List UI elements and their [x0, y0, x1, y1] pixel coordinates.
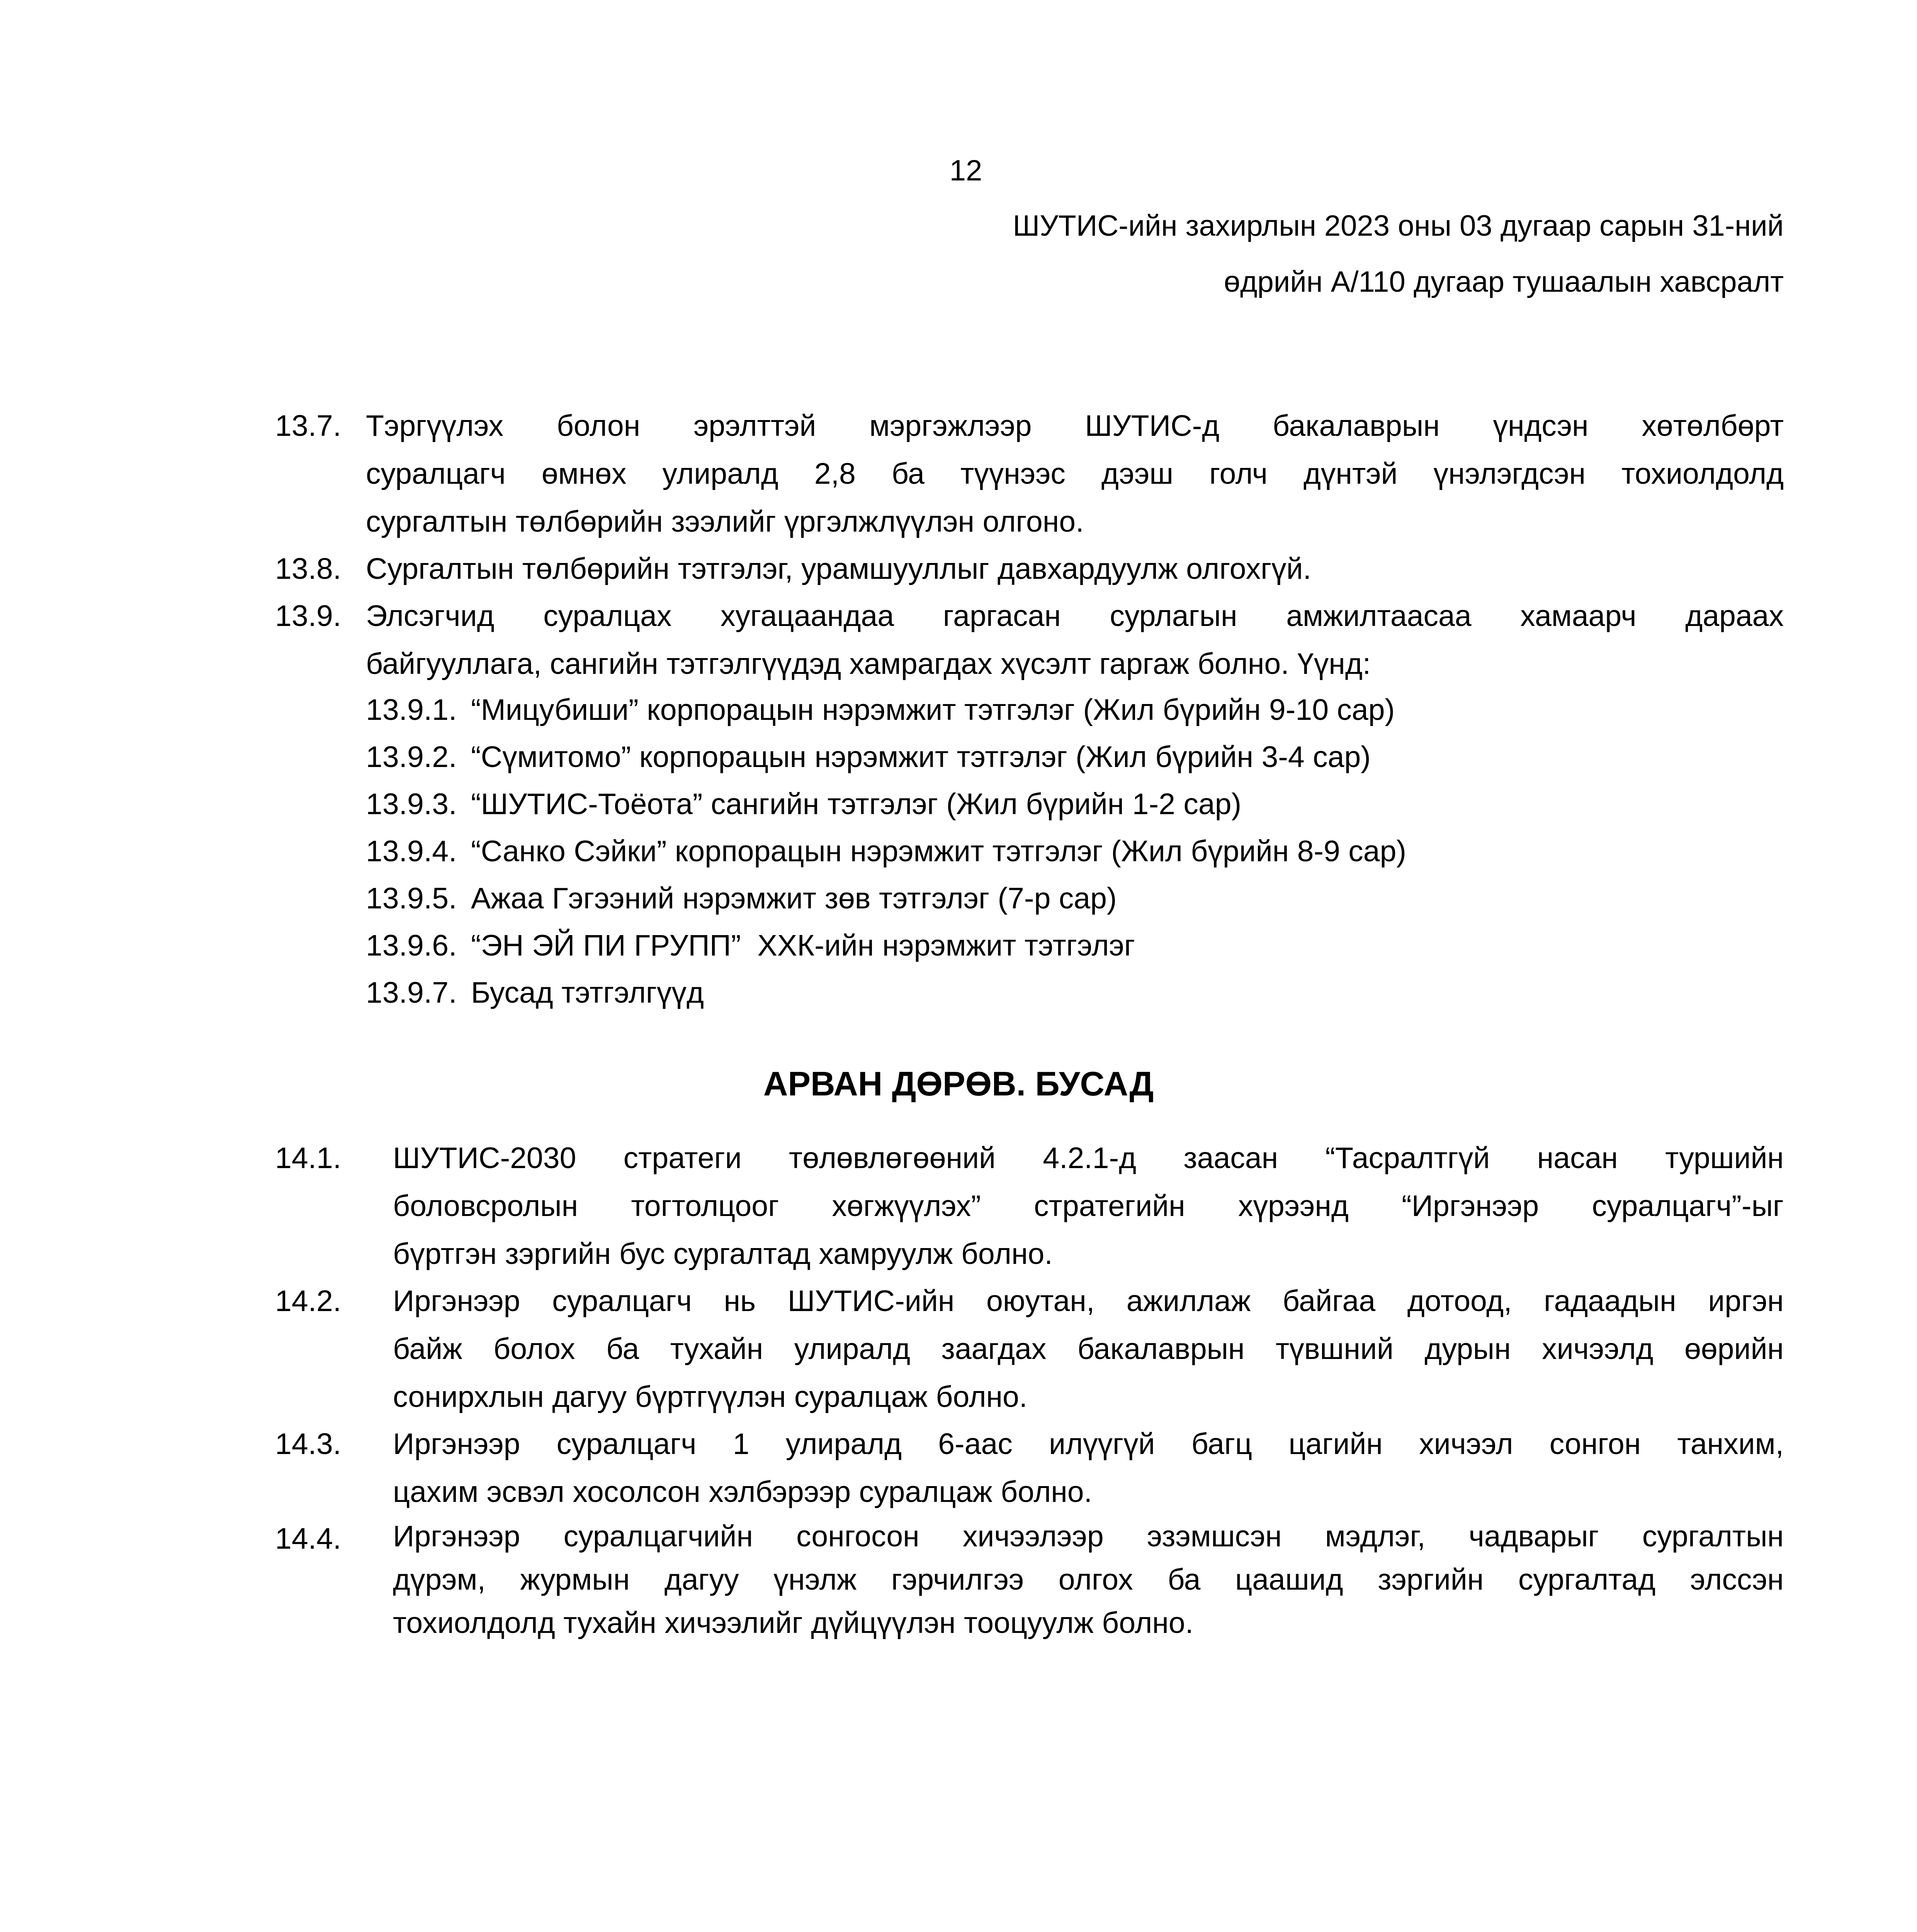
clause-13-8 [275, 545, 1784, 593]
clause-line: ШУТИС-2030 стратеги төлөвлөгөөний 4.2.1-д заасан “Тасралтгүй насан туршийн [393, 1141, 1784, 1175]
subclause-number: 13.9.1. [366, 693, 457, 726]
subclause-number: 13.9.2. [366, 740, 457, 774]
clause-line: сургалтын төлбөрийн зээлийг үргэлжлүүлэн олгоно. [366, 505, 1084, 538]
clause-line: Иргэнээр суралцагч 1 улиралд 6-аас илүүгүй багц цагийн хичээл сонгон танхим, [393, 1427, 1784, 1461]
clause-line: Тэргүүлэх болон эрэлттэй мэргэжлээр ШУТИС-д бакалаврын үндсэн хөтөлбөрт [366, 409, 1784, 442]
clause-number: 13.9. [275, 599, 342, 633]
subclause-number: 13.9.3. [366, 787, 457, 821]
subclause-text: “Сүмитомо” корпорацын нэрэмжит тэтгэлэг (Жил бүрийн 3-4 сар) [471, 740, 1371, 774]
clause-number: 13.8. [275, 552, 342, 585]
clause-line: байгууллага, сангийн тэтгэлгүүдэд хамрагдах хүсэлт гаргаж болно. Үүнд: [366, 647, 1371, 680]
subclause-text: “ЭН ЭЙ ПИ ГРУПП” ХХК-ийн нэрэмжит тэтгэлэг [471, 929, 1135, 962]
clause-line: тохиолдолд тухайн хичээлийг дүйцүүлэн тооцуулж болно. [393, 1606, 1194, 1639]
clause-line: Сургалтын төлбөрийн тэтгэлэг, урамшууллыг давхардуулж олгохгүй. [366, 552, 1312, 585]
subclause-number: 13.9.7. [366, 976, 457, 1009]
clause-line: байж болох ба тухайн улиралд заагдах бакалаврын түвшний дурын хичээлд өөрийн [393, 1332, 1784, 1366]
clause-line: дүрэм, журмын дагуу үнэлж гэрчилгээ олгох ба цаашид зэргийн сургалтад элссэн [393, 1563, 1784, 1596]
clause-line: цахим эсвэл хосолсон хэлбэрээр суралцаж болно. [393, 1475, 1092, 1509]
clause-number: 14.1. [275, 1141, 342, 1175]
subclause-text: Ажаа Гэгээний нэрэмжит зөв тэтгэлэг (7-р сар) [471, 882, 1117, 915]
subclause-text: “Мицубиши” корпорацын нэрэмжит тэтгэлэг (Жил бүрийн 9-10 сар) [471, 693, 1395, 726]
subclause-number: 13.9.5. [366, 882, 457, 915]
clause-text [393, 1515, 1784, 1645]
clause-line: бүртгэн зэргийн бус сургалтад хамруулж болно. [393, 1237, 1053, 1270]
subclause-text: “Санко Сэйки” корпорацын нэрэмжит тэтгэлэг (Жил бүрийн 8-9 сар) [471, 835, 1407, 868]
clause-text [366, 592, 1784, 688]
clause-line: Иргэнээр суралцагчийн сонгосон хичээлээр эзэмшсэн мэдлэг, чадварыг сургалтын [393, 1520, 1784, 1553]
clause-line: Иргэнээр суралцагч нь ШУТИС-ийн оюутан, ажиллаж байгаа дотоод, гадаадын иргэн [393, 1284, 1784, 1318]
section-heading: АРВАН ДӨРӨВ. БУСАД [763, 1065, 1154, 1103]
clause-14-2 [275, 1277, 1784, 1421]
subclause-number: 13.9.4. [366, 835, 457, 868]
clause-14-1 [275, 1134, 1784, 1278]
header-line-1: ШУТИС-ийн захирлын 2023 оны 03 дугаар сарын 31-ний [1013, 209, 1784, 242]
page-number: 12 [949, 154, 982, 187]
clause-text [393, 1420, 1784, 1516]
clause-line: сонирхлын дагуу бүртгүүлэн суралцаж болно. [393, 1380, 1028, 1413]
clause-line: Элсэгчид суралцах хугацаандаа гаргасан сурлагын амжилтаасаа хамаарч дараах [366, 599, 1784, 633]
subclause-text: “ШУТИС-Тоёота” сангийн тэтгэлэг (Жил бүрийн 1-2 сар) [471, 787, 1242, 821]
clause-13-7 [275, 402, 1784, 546]
clause-number: 14.2. [275, 1284, 342, 1318]
subclause-number: 13.9.6. [366, 929, 457, 962]
clause-number: 14.3. [275, 1427, 342, 1461]
clause-line: суралцагч өмнөх улиралд 2,8 ба түүнээс дээш голч дүнтэй үнэлэгдсэн тохиолдолд [366, 457, 1784, 490]
clause-14-4 [275, 1515, 1784, 1658]
clause-line: боловсролын тогтолцоог хөгжүүлэх” стратегийн хүрээнд “Иргэнээр суралцагч”-ыг [393, 1189, 1784, 1223]
clause-number: 14.4. [275, 1522, 342, 1555]
clause-text [366, 545, 1784, 593]
clause-text [393, 1277, 1784, 1421]
header-line-2: өдрийн А/110 дугаар тушаалын хавсралт [1224, 265, 1784, 298]
clause-text [366, 402, 1784, 546]
subclause-text: Бусад тэтгэлгүүд [471, 976, 704, 1009]
clause-13-9 [275, 592, 1784, 688]
clause-number: 13.7. [275, 409, 342, 442]
clause-14-3 [275, 1420, 1784, 1516]
clause-text [393, 1134, 1784, 1278]
